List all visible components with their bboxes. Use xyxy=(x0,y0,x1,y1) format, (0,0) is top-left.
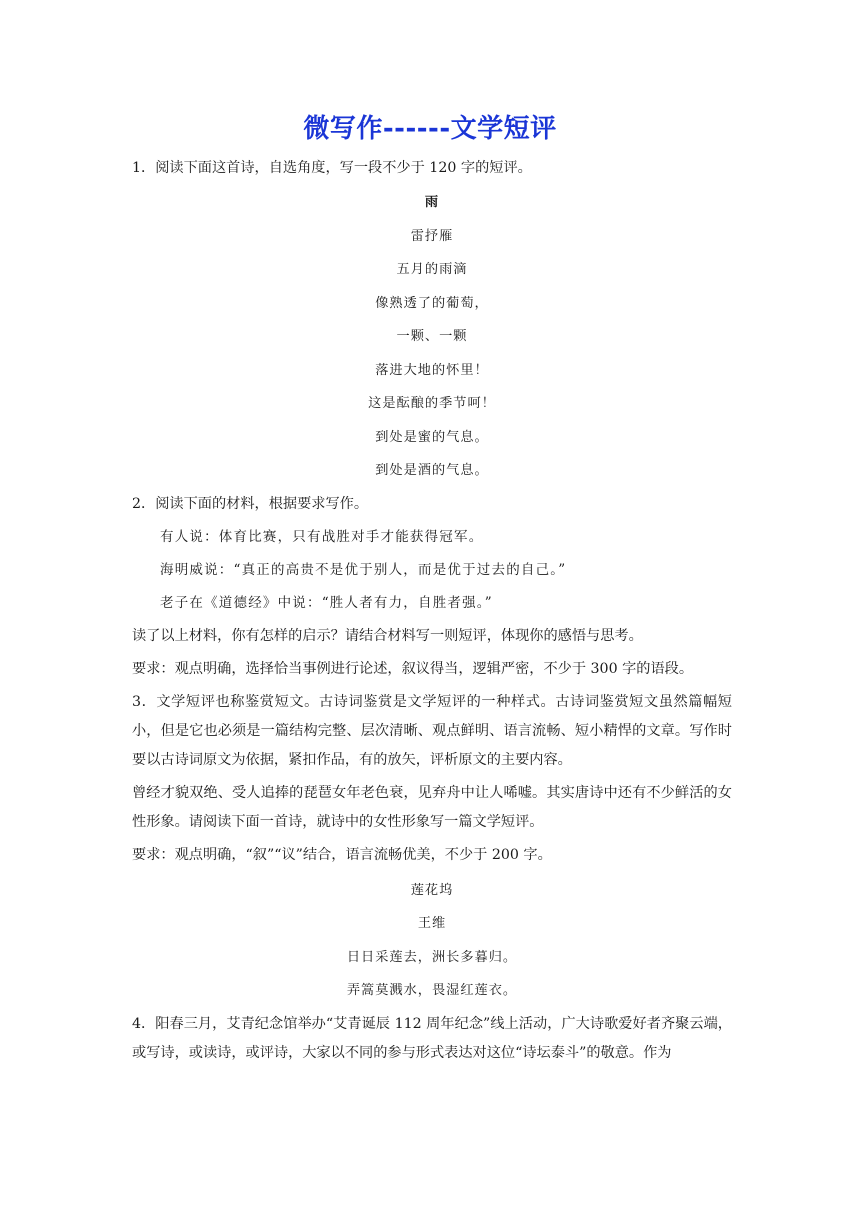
poem-1-line: 到处是蜜的气息。 xyxy=(375,429,489,445)
document-body xyxy=(132,150,732,1068)
page-title: 微写作------文学短评 xyxy=(303,114,557,144)
poem-2 xyxy=(132,874,732,1008)
poem-1-line: 落进大地的怀里！ xyxy=(375,362,489,378)
question-1-prompt: 1．阅读下面这首诗，自选角度，写一段不少于 120 字的短评。 xyxy=(132,160,532,176)
poem-1-author: 雷抒雁 xyxy=(410,228,454,244)
poem-1-line: 五月的雨滴 xyxy=(396,262,468,277)
poem-1-line: 到处是酒的气息。 xyxy=(375,463,489,478)
poem-1-line: 这是酝酿的季节呵！ xyxy=(368,396,496,411)
poem-2-author: 王维 xyxy=(417,916,447,931)
material-item: 有人说：体育比赛，只有战胜对手才能获得冠军。 xyxy=(160,528,484,545)
question-2-requirement: 要求：观点明确，选择恰当事例进行论述，叙议得当，逻辑严密，不少于 300 字的语段。 xyxy=(132,660,694,677)
poem-1-title: 雨 xyxy=(424,195,440,210)
poem-2-line: 弄篙莫溅水，畏湿红莲衣。 xyxy=(346,983,518,998)
question-3-context: 曾经才貌双绝、受人追捧的琵琶女年老色衰，见弃舟中让人唏嘘。其实唐诗中还有不少鲜活的女性形象。请阅读下面一首诗，就诗中的女性形象写一篇文学短评。 xyxy=(132,784,732,830)
question-2-question: 读了以上材料，你有怎样的启示？请结合材料写一则短评，体现你的感悟与思考。 xyxy=(132,627,643,644)
question-2-prompt: 2．阅读下面的材料，根据要求写作。 xyxy=(132,495,369,512)
material-item: 海明威说：“真正的高贵不是优于别人，而是优于过去的自己。” xyxy=(160,561,567,578)
question-3-intro: 3．文学短评也称鉴赏短文。古诗词鉴赏是文学短评的一种样式。古诗词鉴赏短文虽然篇幅短小，但是它也必须是一篇结构完整、层次清晰、观点鲜明、语言流畅、短小精悍的文章。写作时要以古诗词原文为依据，紧扣作品，有的放矢，评析原文的主要内容。 xyxy=(132,693,732,768)
poem-2-title: 莲花坞 xyxy=(410,882,454,898)
poem-1 xyxy=(132,186,732,488)
poem-1-line: 像熟透了的葡萄， xyxy=(375,295,489,311)
question-3-requirement: 要求：观点明确，“叙”“议”结合，语言流畅优美，不少于 200 字。 xyxy=(132,846,552,863)
poem-2-line: 日日采莲去，洲长多暮归。 xyxy=(346,949,518,965)
question-4-intro: 4．阳春三月，艾青纪念馆举办“艾青诞辰 112 周年纪念”线上活动，广大诗歌爱好者齐聚云端，或写诗，或读诗，或评诗，大家以不同的参与形式表达对这位“诗坛泰斗”的敬意。作为 xyxy=(132,1015,732,1061)
material-item: 老子在《道德经》中说：“胜人者有力，自胜者强。” xyxy=(160,594,493,611)
poem-1-line: 一颗、一颗 xyxy=(396,329,468,344)
